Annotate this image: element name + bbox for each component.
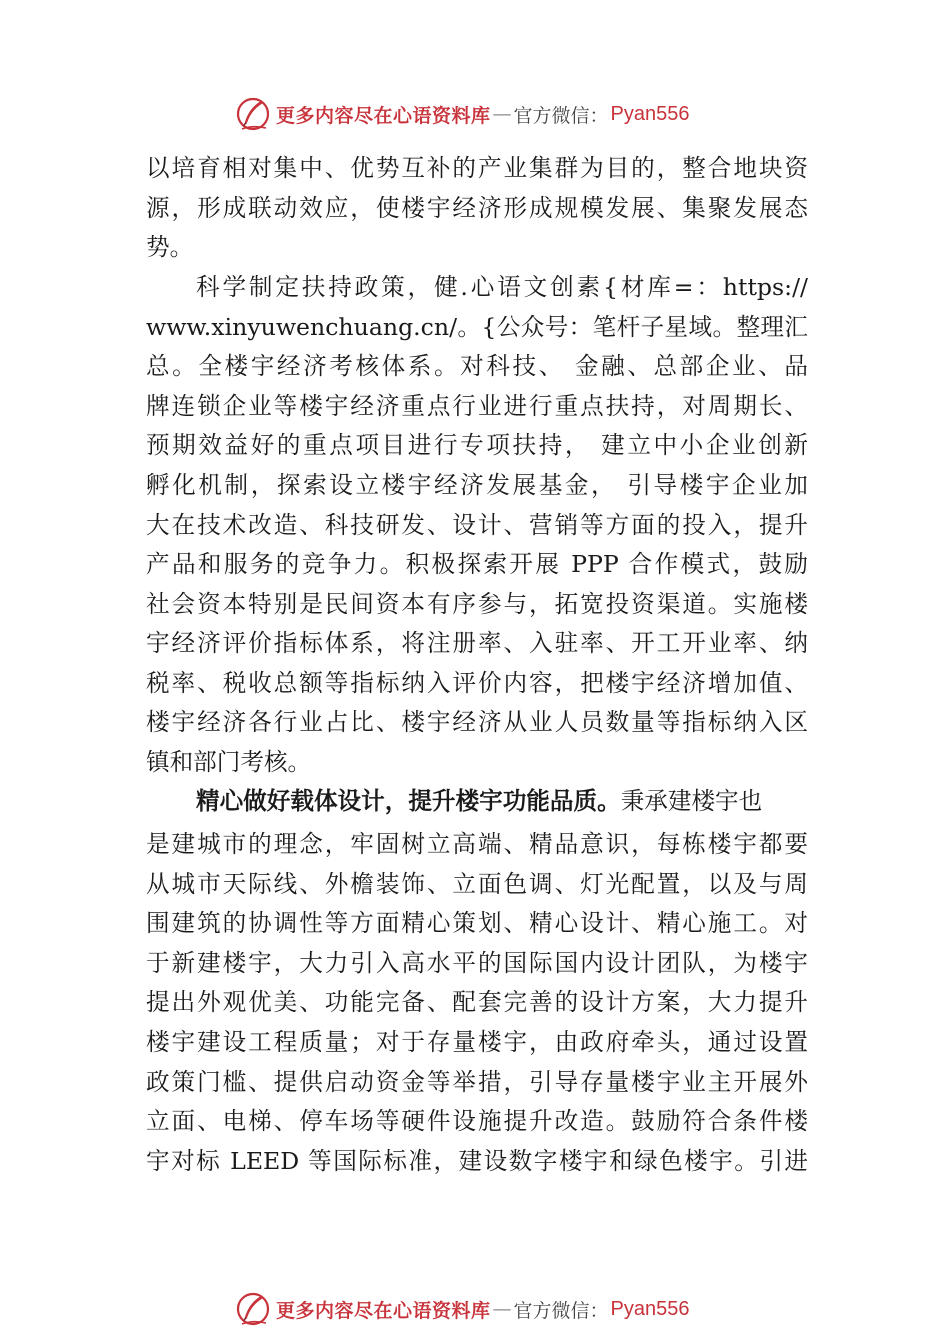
- text-line: 政策门槛、提供启动资金等举措，引导存量楼宇业主开展外: [146, 1068, 808, 1096]
- watermark-wechat-id: Pyan556: [610, 102, 690, 125]
- section-heading-line: [196, 786, 808, 816]
- text-line: 预期效益好的重点项目进行专项扶持， 建立中小企业创新: [146, 431, 808, 459]
- text-line: 科学制定扶持政策，健.心语文创素{材库=：https://: [196, 273, 808, 301]
- header-watermark: [234, 94, 690, 134]
- quill-logo-icon: [234, 1290, 272, 1328]
- text-line: www.xinyuwenchuang.cn/。{公众号：笔杆子星域。整理汇: [146, 313, 808, 341]
- text-line: 楼宇建设工程质量；对于存量楼宇，由政府牵头，通过设置: [146, 1028, 808, 1056]
- text-line: 孵化机制，探索设立楼宇经济发展基金， 引导楼宇企业加: [146, 471, 808, 499]
- text-line: 牌连锁企业等楼宇经济重点行业进行重点扶持，对周期长、: [146, 392, 808, 420]
- text-line: 社会资本特别是民间资本有序参与，拓宽投资渠道。实施楼: [146, 590, 808, 618]
- text-line: 立面、电梯、停车场等硬件设施提升改造。鼓励符合条件楼: [146, 1107, 808, 1135]
- text-line: 宇对标 LEED 等国际标准，建设数字楼宇和绿色楼宇。引进: [146, 1147, 808, 1175]
- text-line: 势。: [146, 233, 194, 261]
- text-line: 秉承建楼宇也: [620, 787, 763, 815]
- text-line: 于新建楼宇，大力引入高水平的国际国内设计团队，为楼宇: [146, 949, 808, 977]
- text-line: 大在技术改造、科技研发、设计、营销等方面的投入，提升: [146, 511, 808, 539]
- text-line: 楼宇经济各行业占比、楼宇经济从业人员数量等指标纳入区: [146, 708, 808, 736]
- watermark-wechat-id: Pyan556: [610, 1297, 690, 1320]
- watermark-separator: —: [492, 103, 512, 125]
- text-line: 围建筑的协调性等方面精心策划、精心设计、精心施工。对: [146, 909, 808, 937]
- watermark-main-text: 更多内容尽在心语资料库: [276, 1299, 491, 1322]
- watermark-separator: —: [492, 1298, 512, 1320]
- text-line: 从城市天际线、外檐装饰、立面色调、灯光配置，以及与周: [146, 870, 808, 898]
- text-line: 总。全楼宇经济考核体系。对科技、 金融、总部企业、品: [146, 352, 808, 380]
- text-line: 产品和服务的竞争力。积极探索开展 PPP 合作模式，鼓励: [146, 550, 808, 578]
- quill-logo-icon: [234, 95, 272, 133]
- text-line: 以培育相对集中、优势互补的产业集群为目的，整合地块资: [146, 154, 808, 182]
- footer-watermark: [234, 1289, 690, 1329]
- text-line: 镇和部门考核。: [146, 748, 312, 776]
- text-line: 宇经济评价指标体系，将注册率、入驻率、开工开业率、纳: [146, 629, 808, 657]
- watermark-main-text: 更多内容尽在心语资料库: [276, 104, 491, 127]
- watermark-sub-text: 官方微信：: [513, 1299, 609, 1322]
- text-line: 是建城市的理念，牢固树立高端、精品意识，每栋楼宇都要: [146, 830, 808, 858]
- text-line: 提出外观优美、功能完备、配套完善的设计方案，大力提升: [146, 988, 808, 1016]
- text-line: 税率、税收总额等指标纳入评价内容，把楼宇经济增加值、: [146, 669, 808, 697]
- text-line: 源，形成联动效应，使楼宇经济形成规模发展、集聚发展态: [146, 194, 808, 222]
- section-heading: 精心做好载体设计，提升楼宇功能品质。: [196, 787, 621, 815]
- watermark-sub-text: 官方微信：: [513, 104, 609, 127]
